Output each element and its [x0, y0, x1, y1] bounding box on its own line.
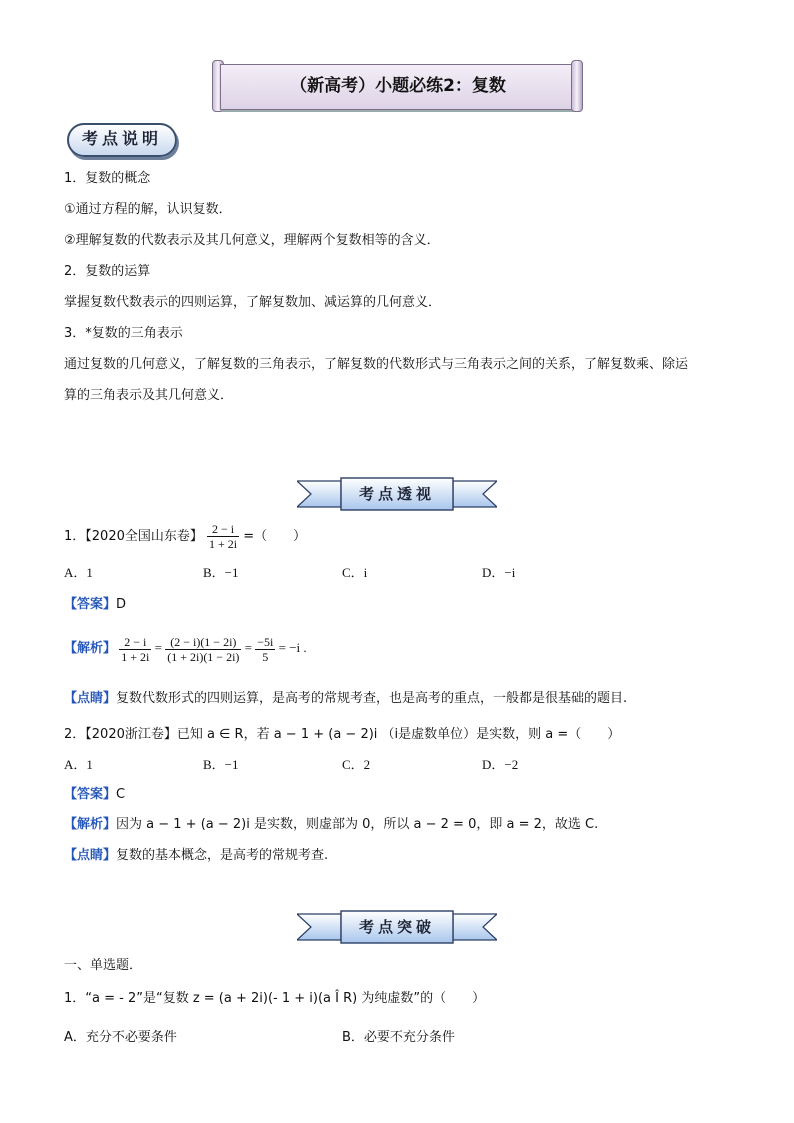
- frac-den: 5: [262, 649, 269, 664]
- q1-fraction: [207, 522, 239, 551]
- q2-option-b: B．−1: [203, 757, 239, 772]
- answer-tag: 【答案】: [64, 787, 117, 802]
- q1-analysis: 【解析】 $\frac{2 - i}{1 + 2i}$ = $\frac{(2 - i)(1 - 2i)}{(1 + 2i)(1 - 2i)}$ = $\frac{-5i}{5}$ = −i .: [64, 634, 307, 664]
- explain-line-5: 掌握复数代数表示的四则运算，了解复数加、减运算的几何意义．: [64, 295, 442, 310]
- q1-analysis-frac-2: [165, 635, 241, 664]
- answer-tag: 【答案】: [64, 597, 117, 612]
- comment-tag: 【点睛】: [64, 691, 117, 706]
- part-q1-option-b: B．必要不充分条件: [342, 1030, 455, 1045]
- section-label-news: 考点透视: [358, 485, 435, 503]
- comment-tag: 【点睛】: [64, 848, 117, 863]
- q2-answer: [64, 786, 125, 804]
- explain-line-3: ②理解复数的代数表示及其几何意义，理解两个复数相等的含义．: [64, 233, 440, 248]
- q2-option-a: A．1: [64, 757, 93, 772]
- page-title: （新高考）小题必练2：复数: [290, 76, 506, 96]
- part-heading: 一、单选题．: [64, 958, 143, 973]
- analysis-tag: 【解析】: [64, 641, 117, 656]
- section-badge-explain: [67, 123, 177, 157]
- title-banner: [212, 60, 582, 112]
- section-ribbon-breakthrough: [297, 910, 497, 944]
- q2-analysis-text: 因为 a − 1 + (a − 2)i 是实数，则虚部为 0，所以 a − 2 = 0，即 a = 2，故选 C.: [116, 817, 599, 832]
- frac-den: (1 + 2i)(1 − 2i): [167, 649, 240, 664]
- q1-option-d: D．−i: [482, 565, 516, 580]
- q2-option-c: C．2: [342, 757, 371, 772]
- explain-line-8: 算的三角表示及其几何意义．: [64, 388, 234, 403]
- q1-analysis-frac-1: [119, 635, 151, 664]
- q2-stem: 2．【2020浙江卷】已知 a ∈ R，若 a − 1 + (a − 2)i （i是虚数单位）是实数，则 a =（ ）: [64, 727, 621, 742]
- q2-comment-text: 复数的基本概念，是高考的常规考查.: [116, 848, 329, 863]
- q1-frac-den: 1 + 2i: [209, 537, 238, 551]
- analysis-tag: 【解析】: [64, 817, 117, 832]
- explain-line-6: 3．*复数的三角表示: [64, 326, 183, 341]
- section-ribbon-news: [297, 477, 497, 511]
- section-label-breakthrough: 考点突破: [358, 918, 435, 936]
- q1-answer-value: D: [116, 597, 127, 612]
- explain-line-1: 1．复数的概念: [64, 171, 151, 186]
- explain-line-4: 2．复数的运算: [64, 264, 151, 279]
- q2-answer-value: C: [116, 787, 126, 802]
- q1-analysis-tail: = −i .: [278, 640, 307, 655]
- explain-line-2: ①通过方程的解，认识复数．: [64, 202, 232, 217]
- q2-comment: [64, 847, 328, 865]
- q1-prefix: 1．【2020全国山东卷】: [64, 529, 203, 544]
- part-q1-option-a: A．充分不必要条件: [64, 1030, 177, 1045]
- q1-option-c: C．i: [342, 565, 368, 580]
- q2-analysis: [64, 816, 598, 834]
- q1-option-b: B．−1: [203, 565, 239, 580]
- q1-stem: [64, 520, 306, 554]
- q1-comment: [64, 690, 627, 708]
- frac-num: −5i: [257, 634, 274, 649]
- frac-den: 1 + 2i: [121, 649, 150, 664]
- q1-suffix: =（ ）: [243, 529, 307, 544]
- section-label-explain: 考点说明: [81, 129, 162, 148]
- part-q1-stem: 1．“a = - 2”是“复数 z = (a + 2i)(- 1 + i)(a Î R) 为纯虚数”的（ ）: [64, 991, 486, 1006]
- q1-option-a: A．1: [64, 565, 93, 580]
- q1-analysis-frac-3: [255, 635, 275, 664]
- q1-answer: [64, 596, 126, 614]
- q1-comment-text: 复数代数形式的四则运算，是高考的常规考查，也是高考的重点，一般都是很基础的题目.: [116, 691, 628, 706]
- explain-line-7: 通过复数的几何意义，了解复数的三角表示，了解复数的代数形式与三角表示之间的关系，了解复数乘、除运: [64, 357, 689, 372]
- frac-num: 2 − i: [119, 635, 151, 650]
- q1-frac-num: 2 − i: [207, 522, 239, 537]
- frac-num: (2 − i)(1 − 2i): [165, 635, 241, 650]
- q2-option-d: D．−2: [482, 757, 519, 772]
